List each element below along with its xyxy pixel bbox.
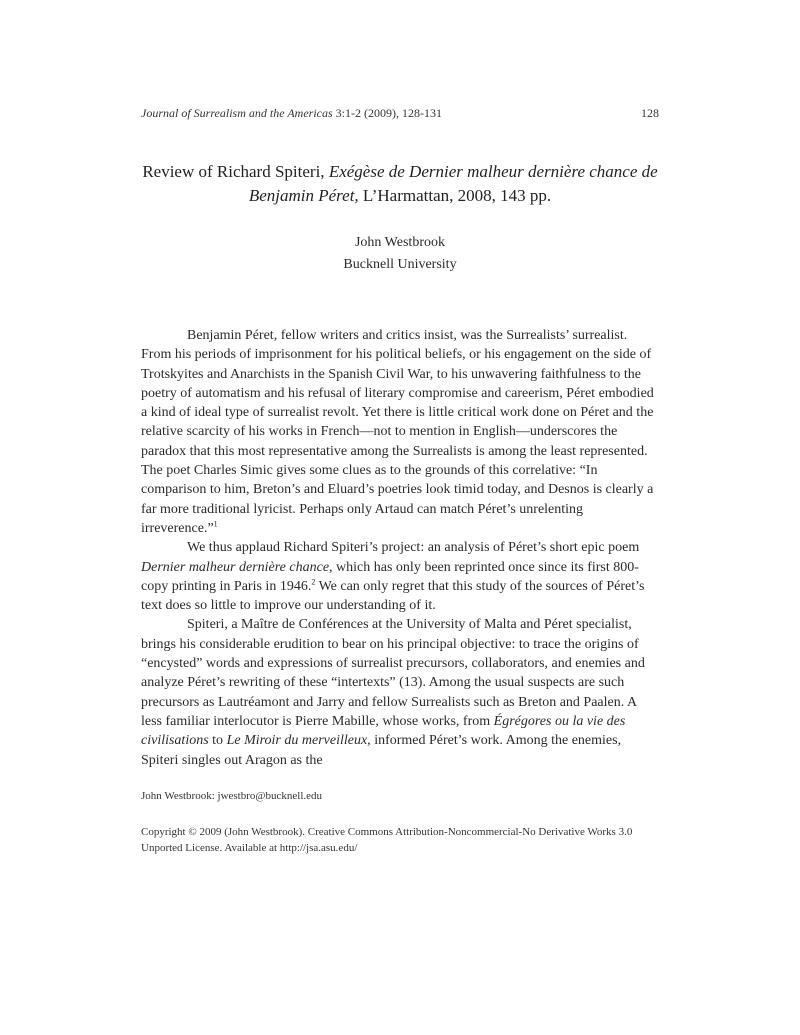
journal-citation [141, 106, 442, 121]
copyright-notice: Copyright © 2009 (John Westbrook). Creative Commons Attribution-Noncommercial-No Derivative Works 3.0 Unported License. Available at http://jsa.asu.edu/ [141, 826, 633, 854]
paragraph-2-text-c: We can only regret that this study of the sources of Péret’s text does so little to improve our understanding of it. [141, 578, 645, 614]
paragraph-3-text-a: Spiteri, a Maître de Conférences at the University of Malta and Péret specialist, brings his considerable erudition to bear on his principal objective: to trace the origins of “encysted” words and expressions of surrealist precursors, collaborators, and enemies and analyze Péret’s rewriting of these “intertexts” (13). Among the usual suspects are such precursors as Lautréamont and Jarry and fellow Surrealists such as Breton and Paalen. A less familiar interlocutor is Pierre Mabille, whose works, from [141, 617, 645, 729]
author-contact: John Westbrook: jwestbro@bucknell.edu [141, 790, 323, 802]
paragraph-2-text-a: We thus applaud Richard Spiteri’s project: an analysis of Péret’s short epic poem [187, 540, 640, 556]
author-name: John Westbrook [354, 235, 445, 250]
journal-issue: 3:1-2 (2009), 128-131 [335, 106, 442, 120]
review-title [130, 160, 670, 208]
paragraph-3-text-b: to [208, 733, 227, 749]
author-affiliation: Bucknell University [343, 257, 457, 272]
page-number: 128 [641, 106, 659, 120]
paragraph-3 [141, 615, 659, 769]
title-book: Exégèse de Dernier malheur dernière chance de Benjamin Péret, [248, 162, 658, 205]
title-suffix: L’Harmattan, 2008, 143 pp. [358, 186, 552, 205]
running-header [141, 106, 659, 121]
footnote-ref-2[interactable]: 2 [311, 577, 316, 587]
poem-title: Dernier malheur dernière chance, [141, 559, 333, 575]
footnote-ref-1[interactable]: 1 [213, 519, 218, 529]
article-body [141, 326, 659, 770]
paragraph-3-text-c: informed Péret’s work. Among the enemies, Spiteri singles out Aragon as the [141, 733, 622, 768]
author-block [0, 232, 800, 276]
paragraph-2-text-b: which has only been reprinted once since its first 800-copy printing in Paris in 1946. [141, 559, 639, 594]
journal-name: Journal of Surrealism and the Americas [141, 106, 333, 120]
work-title-2: Le Miroir du merveilleux, [226, 733, 371, 749]
title-prefix: Review of Richard Spiteri, [142, 162, 329, 181]
work-title-1: Égrégores ou la vie des civilisations [141, 713, 626, 749]
paragraph-1 [141, 326, 659, 538]
paragraph-2 [141, 538, 659, 615]
paragraph-1-text: Benjamin Péret, fellow writers and critics insist, was the Surrealists’ surrealist. From his periods of imprisonment for his political beliefs, or his engagement on the side of Trotskyites and Anarchists in the Spanish Civil War, to his unwavering faithfulness to the poetry of automatism and his refusal of literary compromise and careerism, Péret embodied a kind of ideal type of surrealist revolt. Yet there is little critical work done on Péret and the relative scarcity of his works in French—not to mention in English—underscores the paradox that this most representative among the Surrealists is among the least represented. The poet Charles Simic gives some clues as to the grounds of this correlative: “In comparison to him, Breton’s and Eluard’s poetries look timid today, and Desnos is clearly a far more traditional lyricist. Perhaps only Artaud can match Péret’s unrelenting irreverence.” [141, 328, 654, 536]
